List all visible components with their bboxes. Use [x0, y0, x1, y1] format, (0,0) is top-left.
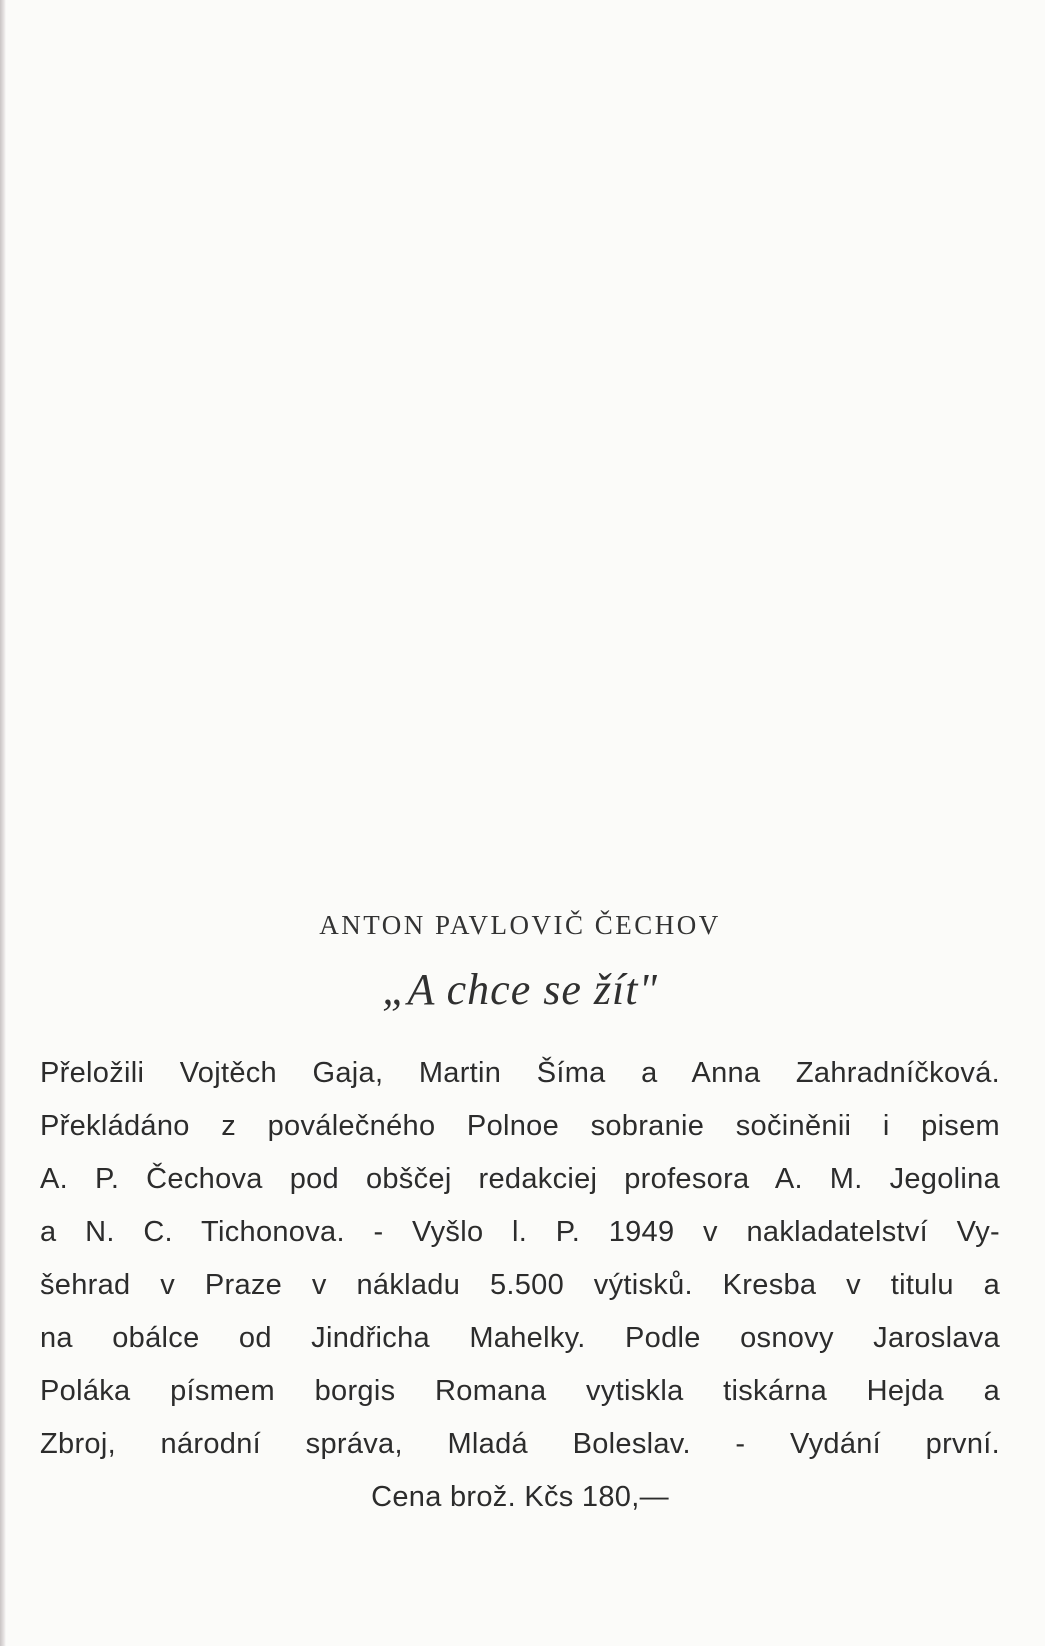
colophon [40, 905, 1000, 1524]
details-line: a N. C. Tichonova. - Vyšlo l. P. 1949 v nakladatelství Vy- [40, 1216, 1000, 1248]
details-line: A. P. Čechova pod obščej redakciej profesora A. M. Jegolina [40, 1163, 1000, 1195]
book-title: „A chce se žít" [382, 965, 658, 1014]
details-line: Přeložili Vojtěch Gaja, Martin Šíma a Anna Zahradníčková. [40, 1057, 1000, 1089]
details-line: na obálce od Jindřicha Mahelky. Podle osnovy Jaroslava [40, 1322, 1000, 1354]
author-name: ANTON PAVLOVIČ ČECHOV [319, 910, 721, 940]
price-line: Cena brož. Kčs 180,— [371, 1481, 669, 1513]
details-line: Zbroj, národní správa, Mladá Boleslav. - Vydání první. [40, 1428, 1000, 1460]
details-line: šehrad v Praze v nákladu 5.500 výtisků. Kresba v titulu a [40, 1269, 1000, 1301]
details-line: Překládáno z poválečného Polnoe sobranie sočiněnii i pisem [40, 1110, 1000, 1142]
publication-details [40, 1047, 1000, 1524]
page-edge-shadow [0, 0, 6, 1646]
details-line: Poláka písmem borgis Romana vytiskla tiskárna Hejda a [40, 1375, 1000, 1407]
